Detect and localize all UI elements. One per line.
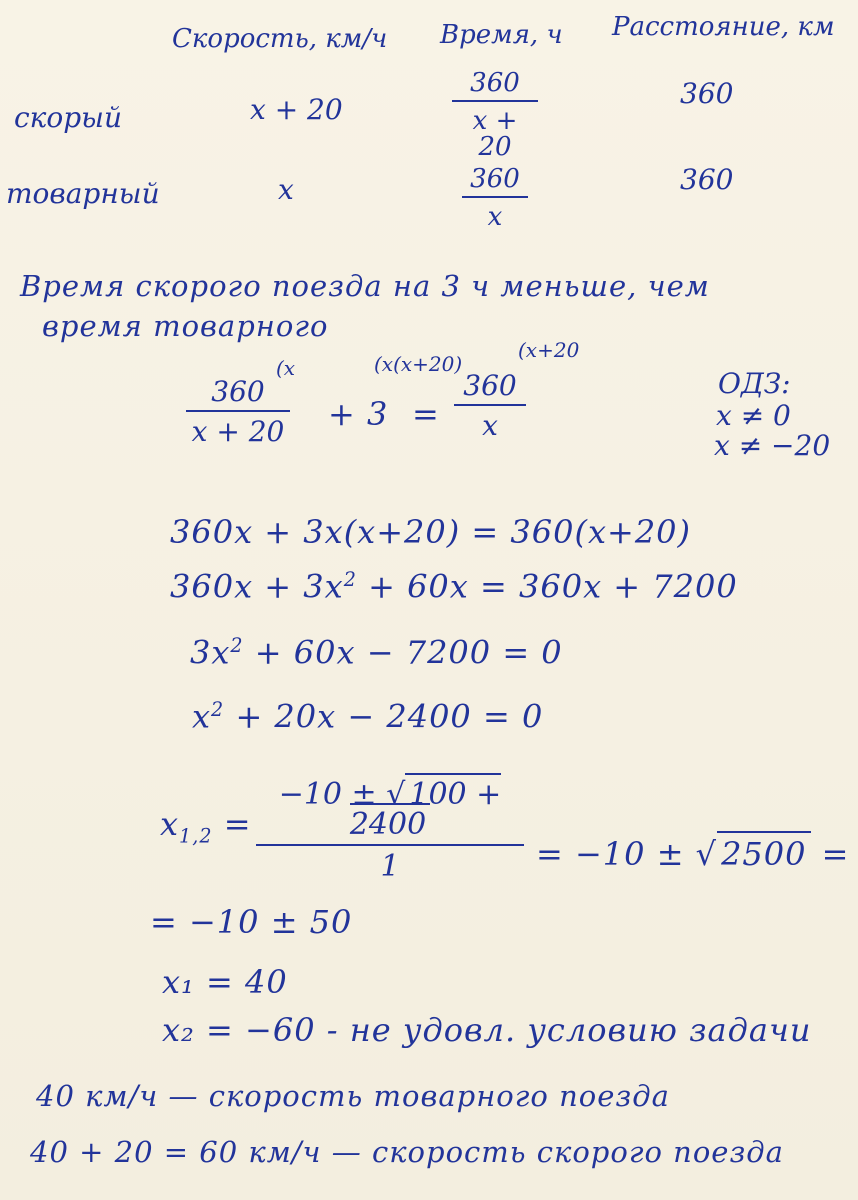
answer-1: 40 км/ч — скорость товарного поезда xyxy=(36,1079,670,1113)
step-4 xyxy=(192,697,544,736)
eq-equals: = xyxy=(412,395,440,433)
header-distance: Расстояние, км xyxy=(612,12,835,42)
eq-plus-three: + 3 xyxy=(328,395,389,433)
roots-denominator: 1 xyxy=(380,849,400,884)
step-2 xyxy=(170,567,738,606)
roots-numerator xyxy=(256,777,524,844)
roots-line-2: = −10 ± 50 xyxy=(150,903,353,941)
roots-lhs xyxy=(160,805,252,848)
sqrt-icon: √ xyxy=(386,777,406,812)
step-3 xyxy=(190,633,563,672)
row-fast-distance: 360 xyxy=(680,77,734,110)
condition-line-2: время товарного xyxy=(42,309,329,343)
row-freight-time-denominator: x xyxy=(487,202,503,232)
eq-left-fraction xyxy=(186,375,290,448)
step-4-exponent: 2 xyxy=(211,698,225,721)
eq-left-denominator: x + 20 xyxy=(191,415,285,448)
row-freight-time-fraction xyxy=(462,166,528,230)
eq-three-multiplier: (x(x+20) xyxy=(374,352,463,376)
row-freight-speed: x xyxy=(278,173,294,206)
sqrt-icon: √ xyxy=(695,835,718,873)
header-speed: Скорость, км/ч xyxy=(172,24,388,54)
step-2-part-b: + 60x = 360x + 7200 xyxy=(356,567,738,606)
row-fast-time-denominator: x + 20 xyxy=(472,106,518,162)
roots-rhs-radicand: 2500 xyxy=(717,831,810,873)
roots-rhs-equals: = xyxy=(821,835,850,873)
eq-right-multiplier: (x+20 xyxy=(518,338,580,362)
roots-numerator-prefix: −10 ± xyxy=(278,777,377,812)
condition-line-1: Время скорого поезда на 3 ч меньше, чем xyxy=(20,269,710,303)
step-2-exponent: 2 xyxy=(343,568,357,591)
roots-fraction xyxy=(256,777,524,884)
odz-title: ОДЗ: xyxy=(718,367,791,400)
eq-left-multiplier: (x xyxy=(276,356,296,380)
roots-rhs-prefix: = −10 ± xyxy=(536,835,685,873)
eq-right-denominator: x xyxy=(482,409,498,442)
row-fast-speed: x + 20 xyxy=(250,93,343,126)
header-time: Время, ч xyxy=(440,20,563,50)
row-fast-time-fraction xyxy=(452,70,538,160)
step-4-part-b: + 20x − 2400 = 0 xyxy=(224,697,544,736)
odz-condition-2: x ≠ −20 xyxy=(714,429,831,462)
odz-condition-1: x ≠ 0 xyxy=(716,399,791,432)
step-4-part-a: x xyxy=(192,697,212,736)
row-label-freight: товарный xyxy=(6,177,160,210)
step-2-part-a: 360x + 3x xyxy=(170,567,344,606)
roots-radicand: 100 + 2400 xyxy=(350,773,501,842)
row-label-fast: скорый xyxy=(14,101,123,134)
answer-2: 40 + 20 = 60 км/ч — скорость скорого поезда xyxy=(30,1135,784,1169)
roots-lhs-equals: = xyxy=(223,805,252,843)
eq-right-fraction xyxy=(454,369,526,442)
roots-lhs-subscript: 1,2 xyxy=(179,824,213,848)
step-3-part-a: 3x xyxy=(190,633,231,672)
roots-rhs xyxy=(536,835,850,873)
step-1: 360x + 3x(x+20) = 360(x+20) xyxy=(170,513,692,551)
row-fast-time-numerator: 360 xyxy=(470,68,520,98)
eq-left-numerator: 360 xyxy=(211,375,265,408)
root-x1: x₁ = 40 xyxy=(162,963,288,1001)
row-freight-time-numerator: 360 xyxy=(470,164,520,194)
eq-right-numerator: 360 xyxy=(463,369,517,402)
step-3-exponent: 2 xyxy=(230,634,244,657)
root-x2: x₂ = −60 - не удовл. условию задачи xyxy=(162,1011,812,1049)
step-3-part-b: + 60x − 7200 = 0 xyxy=(243,633,563,672)
row-freight-distance: 360 xyxy=(680,163,734,196)
roots-lhs-var: x xyxy=(160,805,180,843)
